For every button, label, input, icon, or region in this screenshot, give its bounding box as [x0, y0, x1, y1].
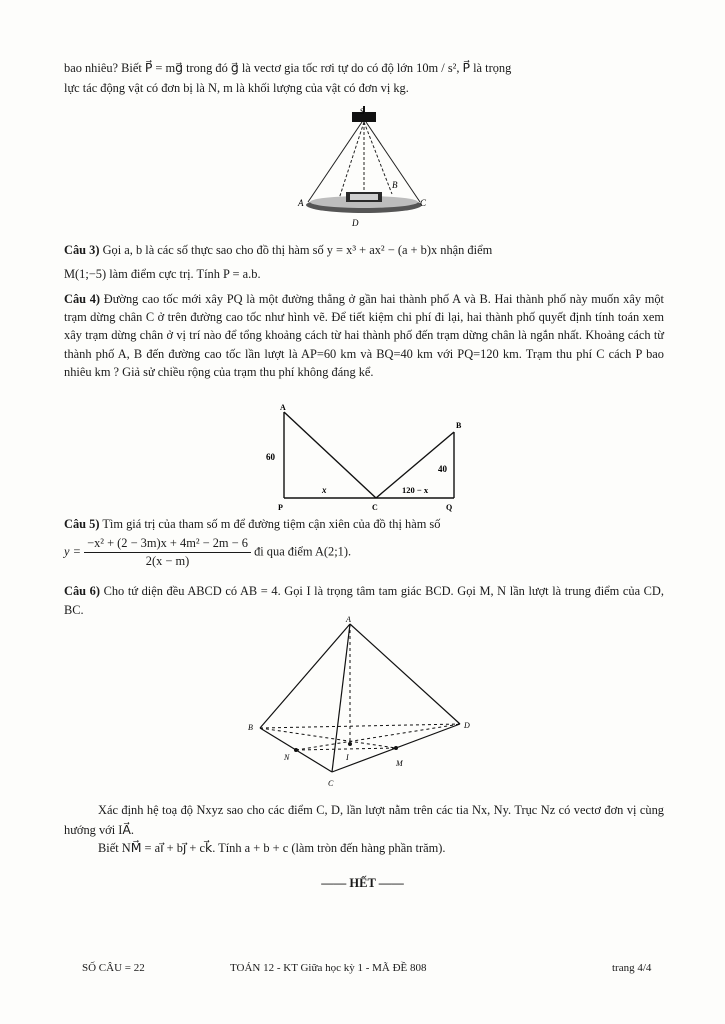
question-6-text: Cho tứ diện đều ABCD có AB = 4. Gọi I là trọng tâm tam giác BCD. Gọi M, N lần lượt là trung điểm của CD, BC. [64, 584, 664, 617]
lamp-label-b: B [392, 180, 398, 190]
question-5-numerator: −x² + (2 − 3m)x + 4m² − 2m − 6 [84, 535, 251, 553]
tetra-label-a: A [346, 615, 351, 624]
road-label-q: Q [446, 503, 453, 512]
question-3-text-2: M(1;−5) làm điểm cực trị. Tính P = a.b. [64, 267, 261, 281]
question-6-vector-text: Biết NM⃗ = ai⃗ + bj⃗ + ck⃗. Tính a + b + c (làm tròn đến hàng phần trăm). [98, 841, 446, 855]
question-3-label: Câu 3) [64, 243, 100, 257]
footer-exam-code: TOÁN 12 - KT Giữa học kỳ 1 - MÃ ĐỀ 808 [230, 962, 427, 974]
footer-question-count: SỐ CÂU = 22 [82, 962, 145, 974]
lamp-label-c: C [420, 198, 427, 208]
question-3-text-1: Gọi a, b là các số thực sao cho đồ thị hàm số y = x³ + ax² − (a + b)x nhận điểm [102, 243, 493, 257]
question-5-y-eq: y = [64, 544, 81, 559]
point-i [348, 742, 352, 746]
tetra-label-b: B [248, 723, 253, 732]
road-label-a: A [280, 403, 286, 412]
question-5-formula-line [64, 535, 664, 570]
tetrahedron-diagram [240, 614, 480, 790]
road-diagram [262, 402, 472, 516]
road-label-60: 60 [266, 452, 275, 462]
question-5-line-1 [64, 514, 664, 534]
question-4-text: Đường cao tốc mới xây PQ là một đường thẳng ở gần hai thành phố A và B. Hai thành phố này muốn xây một trạm dừng chân C ở trên đường cao tốc như hình vẽ. Để tiết kiệm chi phí đi lại, hai thành phố quyết định tính toán xem xây trạm dừng chân ở vị trí nào để tổng khoảng cách từ hai thành phố đến trạm dừng chân là ngắn nhất. Khoảng cách từ thành phố A, B đến đường cao tốc lần lượt là AP=60 km và BQ=40 km với PQ=120 km. Trạm thu phí C cách P bao nhiêu km ? Giả sử chiều rộng của trạm thu phí không đáng kể. [64, 292, 664, 379]
lamp-label-a: A [298, 198, 304, 208]
road-label-p: P [278, 503, 283, 512]
road-label-40: 40 [438, 464, 447, 474]
question-3-line-1 [64, 240, 664, 260]
tetra-label-n: N [284, 753, 290, 762]
intro-line-1: bao nhiêu? Biết P⃗ = mg⃗ trong đó g⃗ là vectơ gia tốc rơi tự do có độ lớn 10m / s², P⃗ là trọng [64, 61, 512, 75]
question-4 [64, 290, 664, 381]
tetra-label-m: M [396, 759, 403, 768]
road-label-x: x [322, 485, 327, 495]
intro-line-2: lực tác động vật có đơn bị là N, m là khối lượng của vật có đơn vị kg. [64, 81, 409, 95]
point-n [294, 748, 298, 752]
question-5-label: Câu 5) [64, 517, 100, 531]
question-5-text-1: Tìm giá trị của tham số m để đường tiệm cận xiên của đồ thị hàm số [102, 517, 441, 531]
question-5-denominator: 2(x − m) [145, 554, 190, 568]
question-5-text-2: đi qua điểm A(2;1). [254, 544, 352, 559]
question-5-fraction [84, 535, 251, 570]
road-figure [262, 402, 472, 516]
lamp-label-d: D [352, 218, 359, 228]
road-label-b: B [456, 421, 462, 430]
end-mark: —— HẾT —— [321, 876, 404, 890]
tetra-label-i: I [346, 753, 349, 762]
lamp-label-s: S [360, 107, 365, 116]
road-label-c: C [372, 503, 378, 512]
question-4-label: Câu 4) [64, 292, 101, 306]
tetrahedron-figure [240, 614, 480, 790]
question-6-label: Câu 6) [64, 584, 100, 598]
lamp-figure [296, 104, 436, 234]
lamp-diagram [296, 104, 436, 234]
tetra-label-d: D [464, 721, 470, 730]
point-m [394, 746, 398, 750]
tetra-label-c: C [328, 779, 334, 788]
road-label-120-x: 120 − x [402, 485, 429, 495]
footer-page-number: trang 4/4 [612, 962, 652, 974]
question-6-coordinate-text: Xác định hệ toạ độ Nxyz sao cho các điểm C, D, lần lượt nằm trên các tia Nx, Ny. Trục Nz có vectơ đơn vị cùng hướng với IA⃗. [64, 803, 664, 837]
